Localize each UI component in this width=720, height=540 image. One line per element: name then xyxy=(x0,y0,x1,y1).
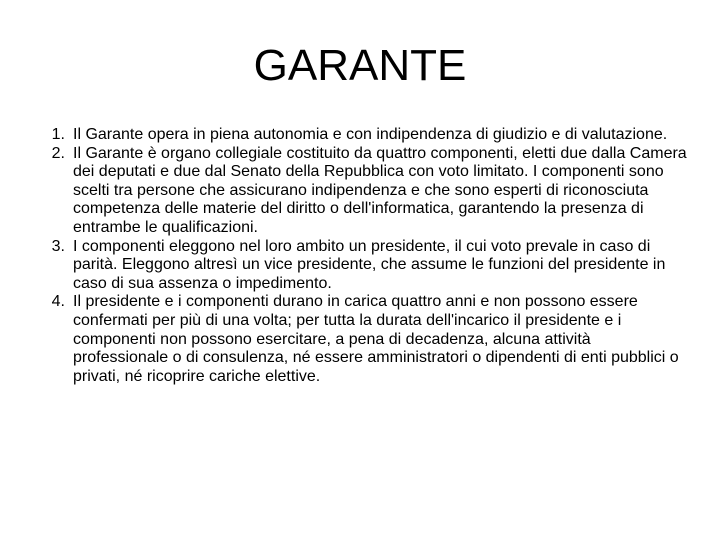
list-item xyxy=(37,238,687,294)
list-item-text: I componenti eleggono nel loro ambito un presidente, il cui voto prevale in caso di parità. Eleggono altresì un vice presidente, che assume le funzioni del presidente in caso di sua assenza o impedimento. xyxy=(73,237,666,292)
list-item-number: 4. xyxy=(51,293,65,311)
list-item xyxy=(37,126,687,145)
list-item xyxy=(37,145,687,238)
list-item-number: 3. xyxy=(51,237,65,255)
numbered-list xyxy=(37,126,687,386)
list-item-text: Il presidente e i componenti durano in carica quattro anni e non possono essere confermati per più di una volta; per tutta la durata dell'incarico il presidente e i componenti non possono esercitare, a pena di decadenza, alcuna attività professionale o di consulenza, né essere amministratori o dipendenti di enti pubblici o privati, né ricoprire cariche elettive. xyxy=(73,293,679,385)
slide-title: GARANTE xyxy=(253,41,467,90)
list-item-text: Il Garante opera in piena autonomia e con indipendenza di giudizio e di valutazione. xyxy=(73,126,668,143)
list-item-text: Il Garante è organo collegiale costituito da quattro componenti, eletti due dalla Camera dei deputati e due dal Senato della Repubblica con voto limitato. I componenti sono scelti tra persone che assicurano indipendenza e che sono esperti di riconosciuta competenza delle materie del diritto o dell'informatica, garantendo la presenza di entrambe le qualificazioni. xyxy=(73,144,687,236)
list-item-number: 2. xyxy=(51,144,65,162)
list-item xyxy=(37,293,687,386)
list-item-number: 1. xyxy=(51,126,65,143)
